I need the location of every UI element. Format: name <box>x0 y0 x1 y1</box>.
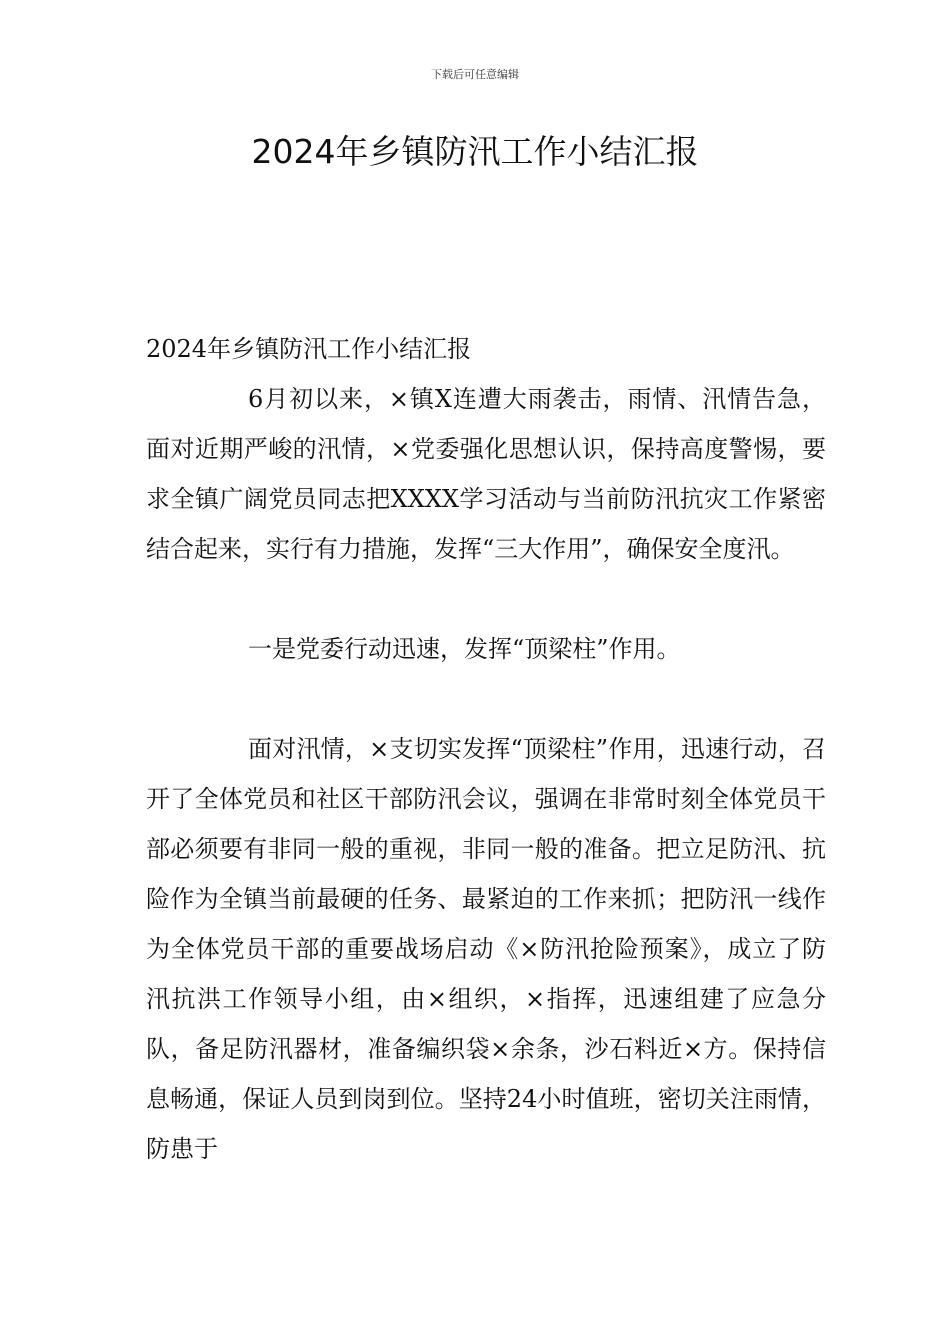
paragraph-spacer <box>146 574 826 624</box>
paragraph-section-1: 面对汛情，×支切实发挥“顶梁柱”作用，迅速行动，召开了全体党员和社区干部防汛会议，强调在非常时刻全体党员干部必须要有非同一般的重视，非同一般的准备。把立足防汛、抗险作为全镇当前最硬的任务、最紧迫的工作来抓；把防汛一线作为全体党员干部的重要战场启动《×防汛抢险预案》，成立了防汛抗洪工作领导小组，由×组织，×指挥，迅速组建了应急分队，备足防汛器材，准备编织袋×余条，沙石料近×方。保持信息畅通，保证人员到岗到位。坚持24小时值班，密切关注雨情，防患于 <box>146 735 826 1163</box>
header-note: 下载后可任意编辑 <box>431 68 519 81</box>
document-subtitle: 2024年乡镇防汛工作小结汇报 <box>146 335 472 363</box>
document-title: 2024年乡镇防汛工作小结汇报 <box>251 132 699 171</box>
document-body <box>146 324 826 1174</box>
paragraph-spacer <box>146 674 826 724</box>
section-heading-1: 一是党委行动迅速，发挥“顶梁柱”作用。 <box>248 635 681 663</box>
paragraph-intro: 6月初以来，×镇X连遭大雨袭击，雨情、汛情告急，面对近期严峻的汛情，×党委强化思想认识，保持高度警惕，要求全镇广阔党员同志把XXXX学习活动与当前防汛抗灾工作紧密结合起来，实行有力措施，发挥“三大作用”，确保安全度汛。 <box>146 385 826 563</box>
